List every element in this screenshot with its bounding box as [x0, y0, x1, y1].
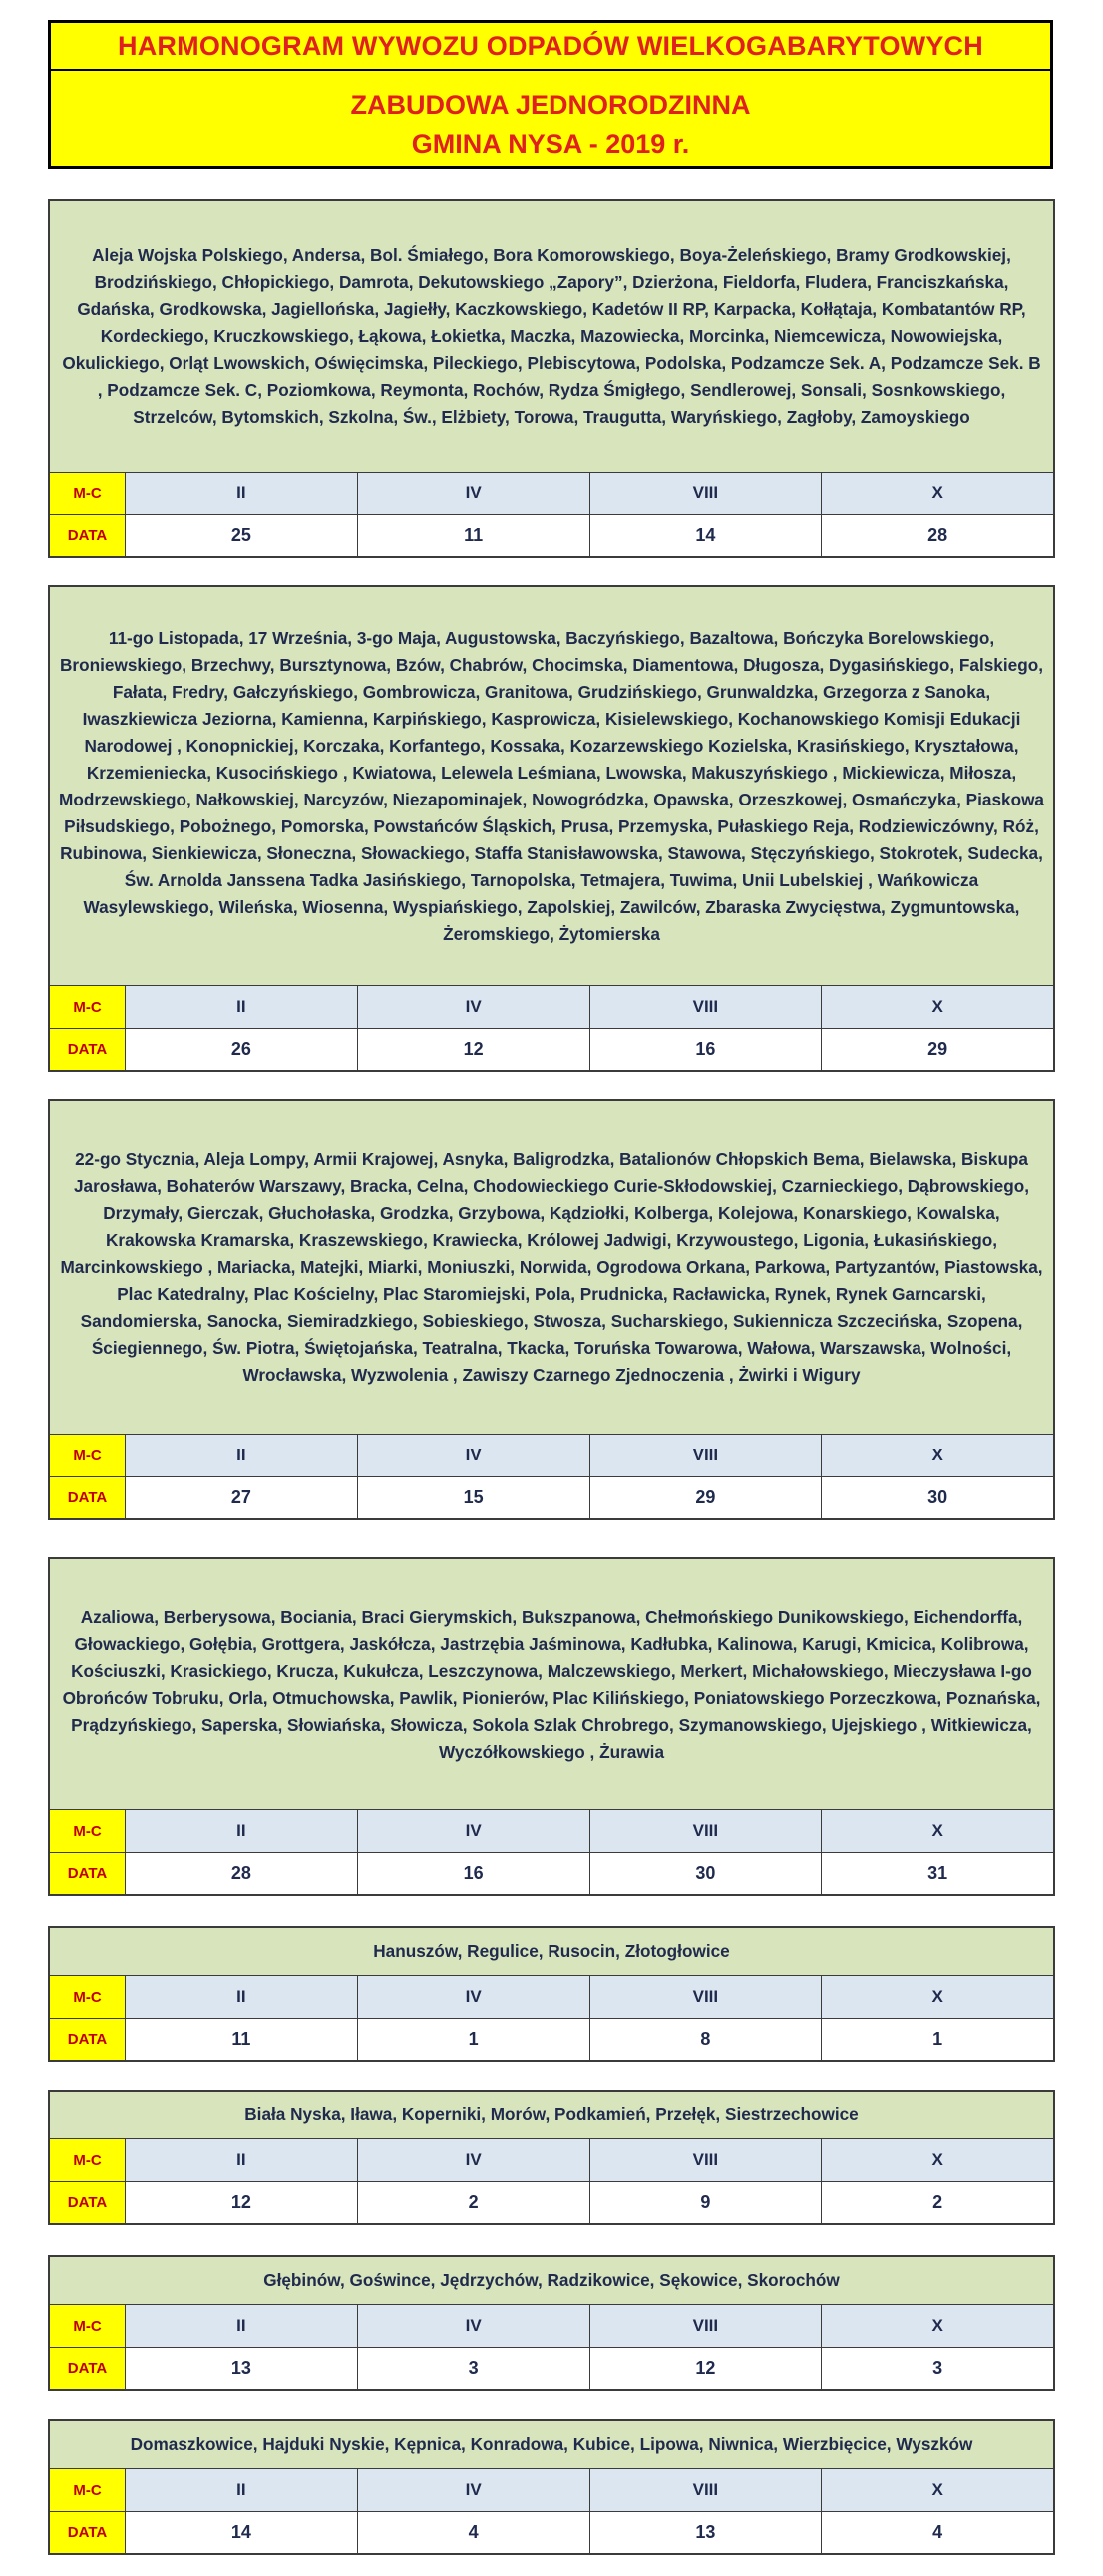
- date-cell: 25: [126, 515, 358, 556]
- date-cell: 2: [358, 2182, 590, 2223]
- street-list: Azaliowa, Berberysowa, Bociania, Braci Gierymskich, Bukszpanowa, Chełmońskiego Dunikowskiego, Eichendorffa, Głowackiego, Gołębia, Grottgera, Jaskółcza, Jastrzębia Jaśminowa, Kadłubka, Kalinowa, Karugi, Kmicica, Kolibrowa, Kościuszki, Krasickiego, Krucza, Kukułcza, Leszczynowa, Malczewskiego, Merkert, Michałowskiego, Mieczysława I-go Obrońców Tobruku, Orla, Otmuchowska, Pawlik, Pionierów, Plac Kilińskiego, Poniatowskiego Porzeczkowa, Poznańska, Prądzyńskiego, Saperska, Słowiańska, Słowicza, Sokola Szlak Chrobrego, Szymanowskiego, Ujejskiego , Witkiewicza, Wyczółkowskiego , Żurawia: [50, 1559, 1053, 1810]
- street-list: Aleja Wojska Polskiego, Andersa, Bol. Śmiałego, Bora Komorowskiego, Boya-Żeleńskiego, Bramy Grodkowskiej, Brodzińskiego, Chłopickiego, Damrota, Dekutowskiego „Zapory”, Dzierżona, Fieldorfa, Fludera, Franciszkańska, Gdańska, Grodkowska, Jagiellońska, Jagiełły, Kaczkowskiego, Kadetów II RP, Karpacka, Kołłątaja, Kombatantów RP, Kordeckiego, Kruczkowskiego, Łąkowa, Łokietka, Maczka, Mazowiecka, Morcinka, Niemcewicza, Nowowiejska, Okulickiego, Orląt Lwowskich, Oświęcimska, Pileckiego, Plebiscytowa, Podolska, Podzamcze Sek. A, Podzamcze Sek. B , Podzamcze Sek. C, Poziomkowa, Reymonta, Rochów, Rydza Śmigłego, Sendlerowej, Sonsali, Sosnkowskiego, Strzelców, Bytomskich, Szkolna, Św., Elżbiety, Torowa, Traugutta, Waryńskiego, Zagłoby, Zamoyskiego: [50, 201, 1053, 473]
- month-cell: IV: [358, 473, 590, 514]
- month-cell: II: [126, 2469, 358, 2511]
- month-row: [50, 2469, 1053, 2511]
- schedule-block: [48, 1099, 1055, 1520]
- date-cell: 2: [822, 2182, 1053, 2223]
- date-cell: 27: [126, 1477, 358, 1518]
- month-label: M-C: [50, 1810, 126, 1852]
- month-cell: IV: [358, 986, 590, 1028]
- schedule-block: [48, 585, 1055, 1072]
- date-row: [50, 2347, 1053, 2389]
- month-cell: II: [126, 473, 358, 514]
- street-list: Głębinów, Gośwince, Jędrzychów, Radzikowice, Sękowice, Skorochów: [50, 2257, 1053, 2305]
- date-cell: 8: [590, 2019, 823, 2060]
- date-cell: 13: [590, 2512, 823, 2553]
- date-cell: 12: [590, 2348, 823, 2389]
- date-cell: 14: [590, 515, 823, 556]
- month-cell: X: [822, 473, 1053, 514]
- date-cell: 31: [822, 1853, 1053, 1894]
- month-cell: II: [126, 2139, 358, 2181]
- header-title: HARMONOGRAM WYWOZU ODPADÓW WIELKOGABARYTOWYCH: [51, 23, 1050, 71]
- date-cell: 14: [126, 2512, 358, 2553]
- date-cell: 16: [590, 1029, 823, 1070]
- month-cell: II: [126, 1810, 358, 1852]
- date-cell: 11: [126, 2019, 358, 2060]
- month-cell: VIII: [590, 986, 823, 1028]
- date-cell: 28: [126, 1853, 358, 1894]
- street-list: 11-go Listopada, 17 Września, 3-go Maja, Augustowska, Baczyńskiego, Bazaltowa, Bończyka Borelowskiego, Broniewskiego, Brzechwy, Bursztynowa, Bzów, Chabrów, Chocimska, Diamentowa, Długosza, Dygasińskiego, Falskiego, Fałata, Fredry, Gałczyńskiego, Gombrowicza, Granitowa, Grudzińskiego, Grunwaldzka, Grzegorza z Sanoka, Iwaszkiewicza Jeziorna, Kamienna, Karpińskiego, Kasprowicza, Kisielewskiego, Kochanowskiego Komisji Edukacji Narodowej , Konopnickiej, Korczaka, Korfantego, Kossaka, Kozarzewskiego Kozielska, Krasińskiego, Kryształowa, Krzemieniecka, Kusocińskiego , Kwiatowa, Lelewela Leśmiana, Lwowska, Makuszyńskiego , Mickiewicza, Miłosza, Modrzewskiego, Nałkowskiej, Narcyzów, Niezapominajek, Nowogródzka, Opawska, Orzeszkowej, Osmańczyka, Piaskowa Piłsudskiego, Pobożnego, Pomorska, Powstańców Śląskich, Prusa, Przemyska, Pułaskiego Reja, Rodziewiczówny, Róż, Rubinowa, Sienkiewicza, Słoneczna, Słowackiego, Staffa Stanisławowska, Stawowa, Stęczyńskiego, Stokrotek, Sudecka, Św. Arnolda Janssena Tadka Jasińskiego, Tarnopolska, Tetmajera, Tuwima, Unii Lubelskiej , Wańkowicza Wasylewskiego, Wileńska, Wiosenna, Wyspiańskiego, Zapolskiej, Zawilców, Zbaraska Zwycięstwa, Zygmuntowska, Żeromskiego, Żytomierska: [50, 587, 1053, 986]
- month-cell: IV: [358, 2305, 590, 2347]
- schedule-block: [48, 1557, 1055, 1896]
- date-cell: 4: [358, 2512, 590, 2553]
- date-label: DATA: [50, 1853, 126, 1894]
- date-label: DATA: [50, 515, 126, 556]
- month-cell: IV: [358, 1810, 590, 1852]
- month-row: [50, 1435, 1053, 1476]
- date-cell: 9: [590, 2182, 823, 2223]
- date-cell: 13: [126, 2348, 358, 2389]
- month-row: [50, 2305, 1053, 2347]
- month-cell: X: [822, 1810, 1053, 1852]
- month-cell: VIII: [590, 1435, 823, 1476]
- month-label: M-C: [50, 2469, 126, 2511]
- schedule-block: [48, 2090, 1055, 2225]
- date-label: DATA: [50, 1477, 126, 1518]
- month-cell: II: [126, 986, 358, 1028]
- date-row: [50, 1476, 1053, 1518]
- month-label: M-C: [50, 2305, 126, 2347]
- schedule-block: [48, 1926, 1055, 2062]
- date-cell: 1: [822, 2019, 1053, 2060]
- date-row: [50, 2181, 1053, 2223]
- month-row: [50, 1976, 1053, 2018]
- month-cell: VIII: [590, 473, 823, 514]
- date-cell: 15: [358, 1477, 590, 1518]
- date-cell: 28: [822, 515, 1053, 556]
- month-cell: X: [822, 2469, 1053, 2511]
- date-row: [50, 1852, 1053, 1894]
- month-cell: IV: [358, 2139, 590, 2181]
- date-cell: 29: [590, 1477, 823, 1518]
- date-cell: 4: [822, 2512, 1053, 2553]
- month-row: [50, 1810, 1053, 1852]
- date-cell: 1: [358, 2019, 590, 2060]
- month-row: [50, 986, 1053, 1028]
- date-label: DATA: [50, 2348, 126, 2389]
- month-cell: X: [822, 1976, 1053, 2018]
- header-municipality-year: GMINA NYSA - 2019 r.: [411, 128, 690, 159]
- date-row: [50, 1028, 1053, 1070]
- month-row: [50, 2139, 1053, 2181]
- month-cell: VIII: [590, 1810, 823, 1852]
- month-label: M-C: [50, 2139, 126, 2181]
- month-cell: VIII: [590, 2305, 823, 2347]
- month-cell: IV: [358, 1976, 590, 2018]
- month-row: [50, 473, 1053, 514]
- month-cell: VIII: [590, 2469, 823, 2511]
- date-row: [50, 2511, 1053, 2553]
- date-cell: 12: [358, 1029, 590, 1070]
- month-label: M-C: [50, 1435, 126, 1476]
- schedule-block: [48, 2419, 1055, 2555]
- street-list: Domaszkowice, Hajduki Nyskie, Kępnica, Konradowa, Kubice, Lipowa, Niwnica, Wierzbięcice, Wyszków: [50, 2421, 1053, 2469]
- month-cell: VIII: [590, 1976, 823, 2018]
- date-label: DATA: [50, 2512, 126, 2553]
- date-cell: 12: [126, 2182, 358, 2223]
- date-row: [50, 2018, 1053, 2060]
- month-cell: X: [822, 1435, 1053, 1476]
- date-cell: 29: [822, 1029, 1053, 1070]
- date-cell: 11: [358, 515, 590, 556]
- date-cell: 30: [822, 1477, 1053, 1518]
- street-list: 22-go Stycznia, Aleja Lompy, Armii Krajowej, Asnyka, Baligrodzka, Batalionów Chłopskich Bema, Bielawska, Biskupa Jarosława, Bohaterów Warszawy, Bracka, Celna, Chodowieckiego Curie-Skłodowskiej, Czarnieckiego, Dąbrowskiego, Drzymały, Gierczak, Głuchołaska, Grodzka, Grzybowa, Kądziołki, Kolberga, Kolejowa, Konarskiego, Kowalska, Krakowska Kramarska, Kraszewskiego, Krawiecka, Królowej Jadwigi, Krzywoustego, Ligonia, Łukasińskiego, Marcinkowskiego , Mariacka, Matejki, Miarki, Moniuszki, Norwida, Ogrodowa Orkana, Parkowa, Partyzantów, Piastowska, Plac Katedralny, Plac Kościelny, Plac Staromiejski, Pola, Prudnicka, Racławicka, Rynek, Rynek Garncarski, Sandomierska, Sanocka, Siemiradzkiego, Sobieskiego, Stwosza, Sucharskiego, Sukiennicza Szczecińska, Szopena, Ściegiennego, Św. Piotra, Świętojańska, Teatralna, Tkacka, Toruńska Towarowa, Wałowa, Warszawska, Wolności, Wrocławska, Wyzwolenia , Zawiszy Czarnego Zjednoczenia , Żwirki i Wigury: [50, 1101, 1053, 1435]
- date-label: DATA: [50, 2019, 126, 2060]
- month-cell: II: [126, 1976, 358, 2018]
- month-label: M-C: [50, 473, 126, 514]
- date-row: [50, 514, 1053, 556]
- date-cell: 30: [590, 1853, 823, 1894]
- month-cell: II: [126, 2305, 358, 2347]
- street-list: Biała Nyska, Iława, Koperniki, Morów, Podkamień, Przełęk, Siestrzechowice: [50, 2092, 1053, 2139]
- month-cell: IV: [358, 1435, 590, 1476]
- date-cell: 16: [358, 1853, 590, 1894]
- date-label: DATA: [50, 2182, 126, 2223]
- month-cell: X: [822, 2305, 1053, 2347]
- month-cell: X: [822, 2139, 1053, 2181]
- schedule-block: [48, 2255, 1055, 2391]
- date-cell: 3: [822, 2348, 1053, 2389]
- month-cell: VIII: [590, 2139, 823, 2181]
- schedule-header: [48, 20, 1053, 169]
- date-cell: 3: [358, 2348, 590, 2389]
- month-label: M-C: [50, 1976, 126, 2018]
- month-label: M-C: [50, 986, 126, 1028]
- schedule-block: [48, 199, 1055, 558]
- header-subtitle: ZABUDOWA JEDNORODZINNA: [350, 90, 751, 120]
- street-list: Hanuszów, Regulice, Rusocin, Złotogłowice: [50, 1928, 1053, 1976]
- month-cell: II: [126, 1435, 358, 1476]
- month-cell: IV: [358, 2469, 590, 2511]
- date-cell: 26: [126, 1029, 358, 1070]
- date-label: DATA: [50, 1029, 126, 1070]
- month-cell: X: [822, 986, 1053, 1028]
